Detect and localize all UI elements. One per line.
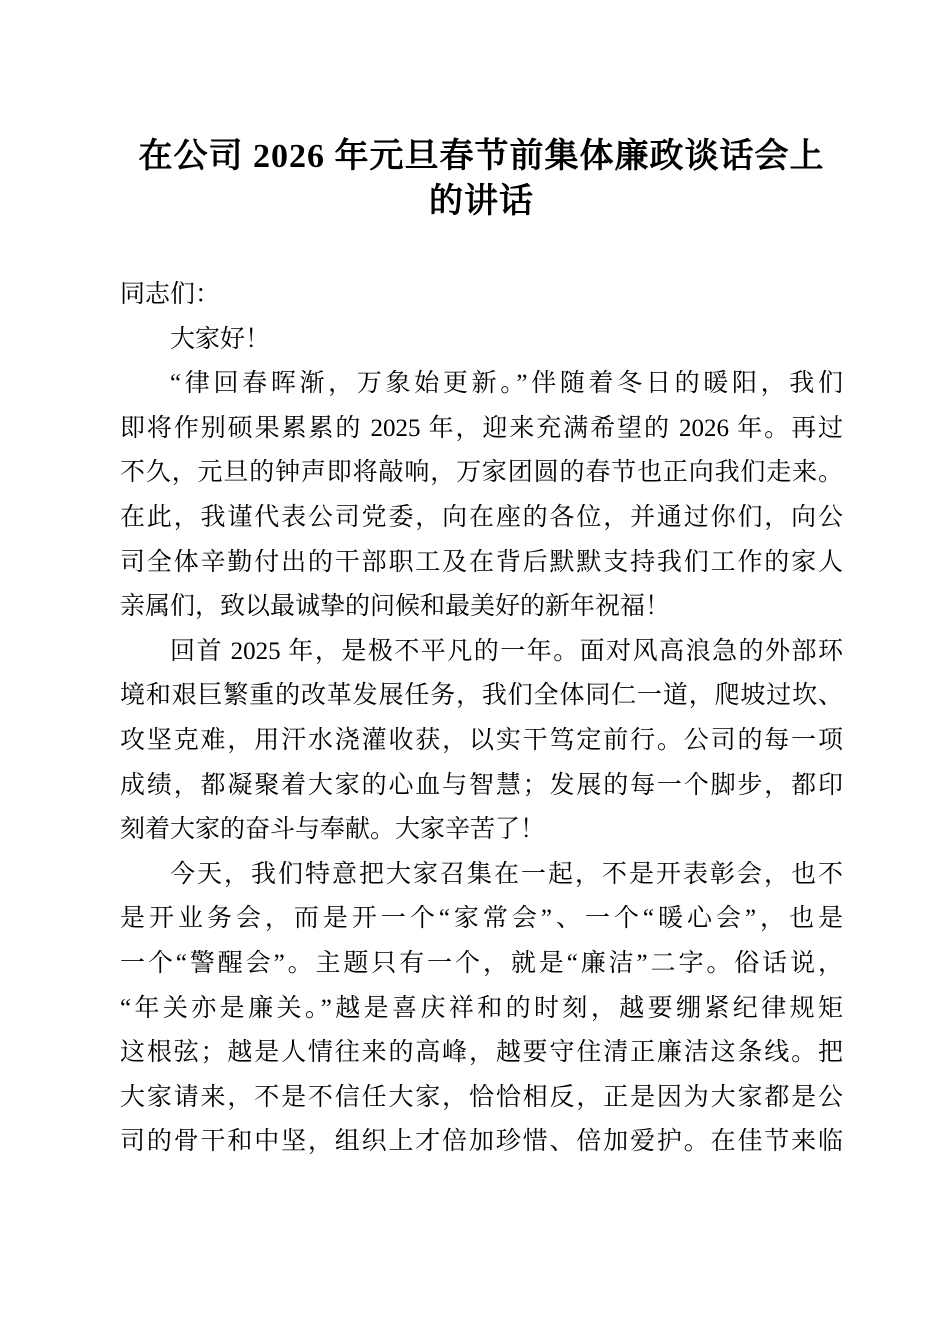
text-line: 今天，我们特意把大家召集在一起，不是开表彰会，也不 <box>170 860 843 888</box>
text-line: 在此，我谨代表公司党委，向在座的各位，并通过你们，向公 <box>120 503 843 531</box>
text-line: 亲属们，致以最诚挚的问候和最美好的新年祝福！ <box>120 593 671 621</box>
document-body <box>120 273 843 1165</box>
paragraph <box>120 318 843 363</box>
text-line: 是开业务会，而是开一个“家常会”、一个“暖心会”，也是 <box>120 905 843 933</box>
text-line: 刻着大家的奋斗与奉献。大家辛苦了！ <box>120 816 546 844</box>
text-line: 司的骨干和中坚，组织上才倍加珍惜、倍加爱护。在佳节来临 <box>120 1128 843 1156</box>
text-line: 不久，元旦的钟声即将敲响，万家团圆的春节也正向我们走来。 <box>120 459 843 487</box>
title-line-1: 在公司 2026 年元旦春节前集体廉政谈话会上 <box>138 138 825 175</box>
text-line: 成绩，都凝聚着大家的心血与智慧；发展的每一个脚步，都印 <box>120 771 843 799</box>
text-line: 大家请来，不是不信任大家，恰恰相反，正是因为大家都是公 <box>120 1083 843 1111</box>
text-line: 一个“警醒会”。主题只有一个，就是“廉洁”二字。俗话说， <box>120 949 843 977</box>
title-line-2: 的讲话 <box>429 183 534 220</box>
text-line: 攻坚克难，用汗水浇灌收获，以实干笃定前行。公司的每一项 <box>120 726 843 754</box>
text-line: 这根弦；越是人情往来的高峰，越要守住清正廉洁这条线。把 <box>120 1039 843 1067</box>
text-line: 回首 2025 年，是极不平凡的一年。面对风高浪急的外部环 <box>170 637 843 665</box>
text-line: 同志们： <box>120 281 221 308</box>
text-line: 境和艰巨繁重的改革发展任务，我们全体同仁一道，爬坡过坎、 <box>120 682 843 710</box>
document-title <box>120 134 843 224</box>
text-line: “年关亦是廉关。”越是喜庆祥和的时刻，越要绷紧纪律规矩 <box>120 994 843 1022</box>
paragraph <box>120 853 843 1165</box>
text-line: 即将作别硕果累累的 2025 年，迎来充满希望的 2026 年。再过 <box>120 414 843 442</box>
text-line: 司全体辛勤付出的干部职工及在背后默默支持我们工作的家人 <box>120 548 843 576</box>
paragraph <box>120 630 843 853</box>
paragraph <box>120 273 843 318</box>
paragraph <box>120 362 843 630</box>
text-line: 大家好！ <box>170 325 271 353</box>
text-line: “律回春晖渐，万象始更新。”伴随着冬日的暖阳，我们 <box>170 370 843 398</box>
